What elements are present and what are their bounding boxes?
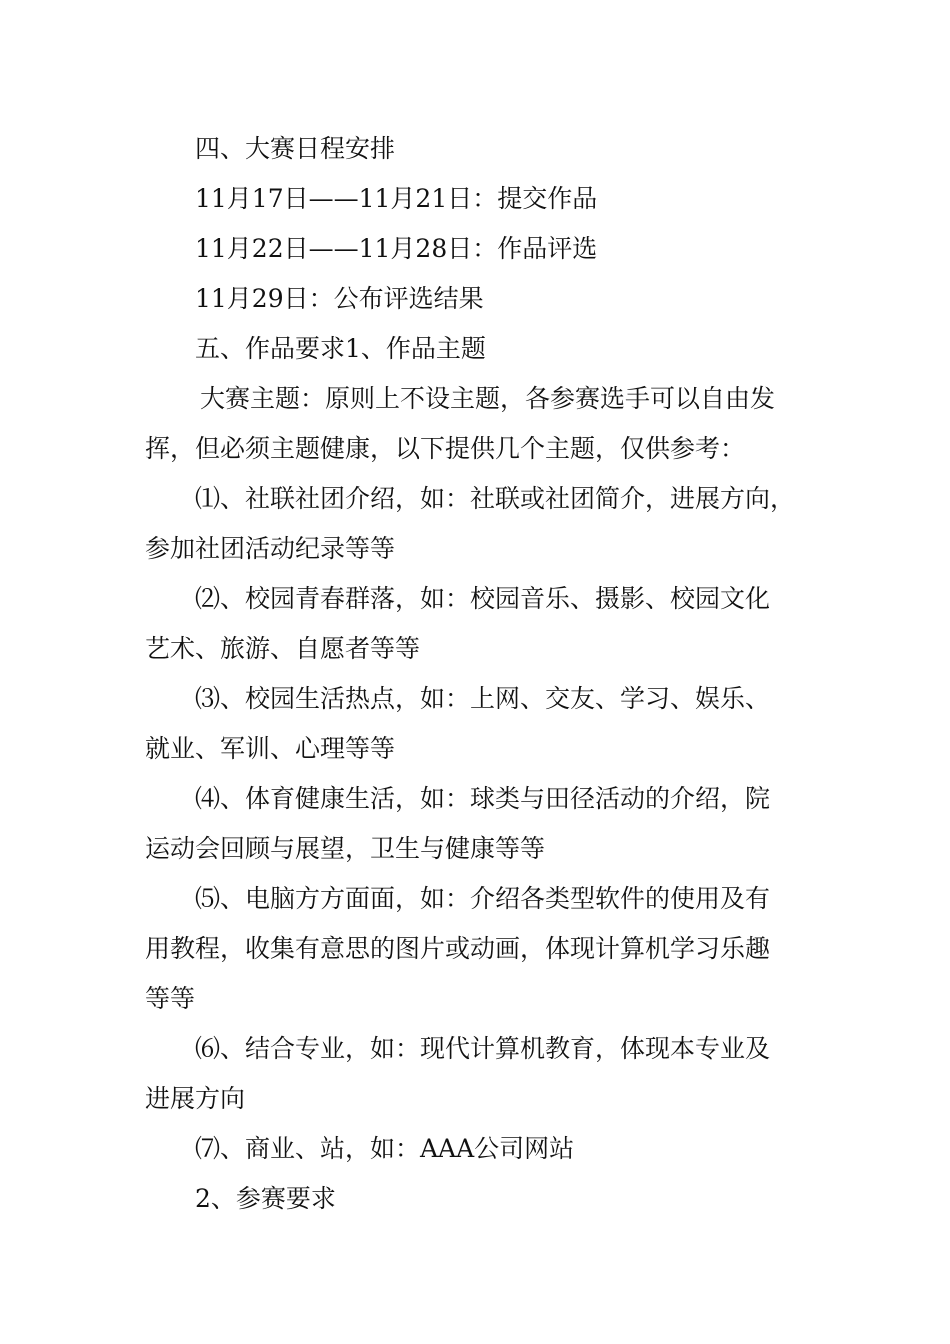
- section-heading-requirements: 五、作品要求1、作品主题: [195, 334, 486, 363]
- theme-item-3: ⑶、校园生活热点，如：上网、交友、学习、娱乐、: [195, 684, 771, 713]
- theme-item-5-cont: 等等: [145, 984, 196, 1013]
- theme-item-6-cont: 进展方向: [145, 1084, 246, 1113]
- theme-item-2: ⑵、校园青春群落，如：校园音乐、摄影、校园文化: [195, 584, 771, 613]
- theme-item-7: ⑺、商业、站，如：AAA公司网站: [195, 1134, 575, 1163]
- theme-item-3-cont: 就业、军训、心理等等: [145, 734, 396, 763]
- section-heading-schedule: 四、大赛日程安排: [195, 134, 396, 163]
- theme-item-5: ⑸、电脑方方面面，如：介绍各类型软件的使用及有: [195, 884, 771, 913]
- intro-line: 挥，但必须主题健康，以下提供几个主题，仅供参考：: [145, 434, 746, 463]
- theme-item-1-cont: 参加社团活动纪录等等: [145, 534, 396, 563]
- theme-item-6: ⑹、结合专业，如：现代计算机教育，体现本专业及: [195, 1034, 771, 1063]
- theme-item-5-cont: 用教程，收集有意思的图片或动画，体现计算机学习乐趣: [145, 934, 771, 963]
- schedule-item: 11月17日——11月21日：提交作品: [195, 184, 598, 213]
- theme-item-4-cont: 运动会回顾与展望，卫生与健康等等: [145, 834, 546, 863]
- theme-item-2-cont: 艺术、旅游、自愿者等等: [145, 634, 421, 663]
- theme-item-4: ⑷、体育健康生活，如：球类与田径活动的介绍，院: [195, 784, 771, 813]
- subheading-entry-requirements: 2、参赛要求: [195, 1184, 336, 1213]
- theme-item-1: ⑴、社联社团介绍，如：社联或社团简介，进展方向，: [195, 484, 796, 513]
- intro-line: 大赛主题：原则上不设主题，各参赛选手可以自由发: [200, 384, 776, 413]
- schedule-item: 11月22日——11月28日：作品评选: [195, 234, 598, 263]
- schedule-item: 11月29日：公布评选结果: [195, 284, 484, 313]
